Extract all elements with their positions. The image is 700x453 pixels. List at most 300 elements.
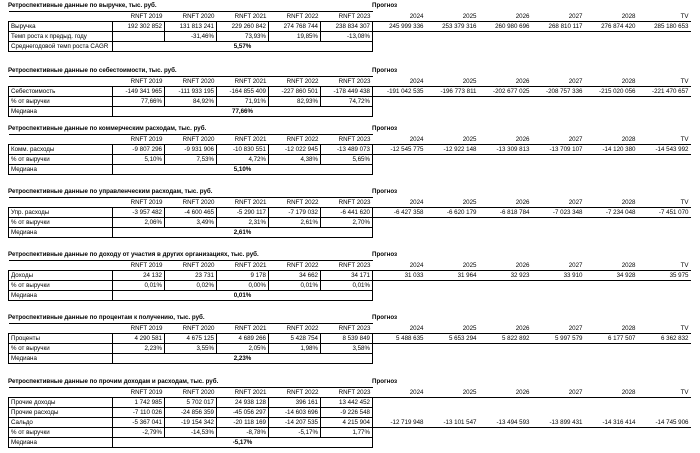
header-spacer bbox=[9, 388, 113, 398]
section-title: Ретроспективные данные по прочим доходам и расходам, тыс. руб. bbox=[8, 378, 219, 385]
header-hist-year: RNFT 2022 bbox=[269, 324, 321, 334]
hist-value: 1,77% bbox=[321, 428, 373, 438]
forecast-value bbox=[373, 428, 426, 438]
forecast-value: 5 653 294 bbox=[426, 334, 479, 344]
forecast-value bbox=[373, 97, 426, 107]
hist-value: -24 856 359 bbox=[165, 408, 217, 418]
header-hist-year: RNFT 2019 bbox=[113, 261, 165, 271]
header-forecast-year: 2026 bbox=[479, 135, 532, 145]
header-forecast-year: 2024 bbox=[373, 388, 426, 398]
hist-value: -45 056 297 bbox=[217, 408, 269, 418]
forecast-value: 32 923 bbox=[479, 271, 532, 281]
header-spacer bbox=[9, 261, 113, 271]
row-label: % от выручки bbox=[9, 344, 113, 354]
summary-value: 2,61% bbox=[113, 228, 373, 238]
hist-value: -14 207 535 bbox=[269, 418, 321, 428]
data-table bbox=[8, 134, 691, 175]
forecast-value bbox=[532, 398, 585, 408]
header-hist-year: RNFT 2020 bbox=[165, 324, 217, 334]
header-hist-year: RNFT 2022 bbox=[269, 135, 321, 145]
summary-value: 0,01% bbox=[113, 291, 373, 301]
forecast-value: -14 543 992 bbox=[638, 145, 691, 155]
hist-value: -111 933 195 bbox=[165, 87, 217, 97]
forecast-value: -13 101 547 bbox=[426, 418, 479, 428]
header-spacer bbox=[9, 135, 113, 145]
summary-label: Медиана bbox=[9, 107, 113, 117]
forecast-value bbox=[532, 408, 585, 418]
forecast-value: 5 822 892 bbox=[479, 334, 532, 344]
forecast-value bbox=[479, 97, 532, 107]
header-hist-year: RNFT 2023 bbox=[321, 77, 373, 87]
forecast-value bbox=[479, 344, 532, 354]
hist-value: -6 441 620 bbox=[321, 208, 373, 218]
header-forecast-year: TV bbox=[638, 324, 691, 334]
forecast-value: -13 309 813 bbox=[479, 145, 532, 155]
hist-value: 4 675 125 bbox=[165, 334, 217, 344]
header-hist-year: RNFT 2022 bbox=[269, 261, 321, 271]
header-forecast-year: 2024 bbox=[373, 198, 426, 208]
header-forecast-year: 2025 bbox=[426, 261, 479, 271]
header-forecast-year: 2024 bbox=[373, 324, 426, 334]
forecast-value bbox=[373, 32, 426, 42]
forecast-value bbox=[638, 408, 691, 418]
row-label: % от выручки bbox=[9, 428, 113, 438]
hist-value: 77,66% bbox=[113, 97, 165, 107]
hist-value: 5,65% bbox=[321, 155, 373, 165]
table-row bbox=[9, 22, 691, 32]
header-forecast-year: TV bbox=[638, 77, 691, 87]
header-hist-year: RNFT 2020 bbox=[165, 198, 217, 208]
hist-value: 2,31% bbox=[217, 218, 269, 228]
forecast-value bbox=[479, 428, 532, 438]
forecast-value bbox=[532, 32, 585, 42]
table-row bbox=[9, 398, 691, 408]
row-label: Проценты bbox=[9, 334, 113, 344]
table-row bbox=[9, 208, 691, 218]
forecast-label: Прогноз bbox=[372, 251, 398, 258]
hist-value: -9 226 548 bbox=[321, 408, 373, 418]
header-forecast-year: 2026 bbox=[479, 261, 532, 271]
row-label: Себестоимость bbox=[9, 87, 113, 97]
hist-value: 0,01% bbox=[321, 281, 373, 291]
forecast-value: -208 757 336 bbox=[532, 87, 585, 97]
hist-value: -9 931 906 bbox=[165, 145, 217, 155]
header-forecast-year: 2028 bbox=[585, 388, 638, 398]
header-hist-year: RNFT 2019 bbox=[113, 77, 165, 87]
hist-value: -19 154 342 bbox=[165, 418, 217, 428]
hist-value: 2,23% bbox=[113, 344, 165, 354]
header-spacer bbox=[9, 12, 113, 22]
forecast-value: 253 379 316 bbox=[426, 22, 479, 32]
forecast-value: 5 997 579 bbox=[532, 334, 585, 344]
header-hist-year: RNFT 2019 bbox=[113, 135, 165, 145]
table-row bbox=[9, 87, 691, 97]
hist-value: 229 260 842 bbox=[217, 22, 269, 32]
hist-value: 131 813 241 bbox=[165, 22, 217, 32]
header-hist-year: RNFT 2021 bbox=[217, 12, 269, 22]
forecast-value bbox=[426, 281, 479, 291]
header-row bbox=[9, 77, 691, 87]
forecast-value bbox=[638, 398, 691, 408]
header-forecast-year: TV bbox=[638, 12, 691, 22]
forecast-value: 31 964 bbox=[426, 271, 479, 281]
hist-value: 82,93% bbox=[269, 97, 321, 107]
summary-label: Медиана bbox=[9, 165, 113, 175]
hist-value: 24 132 bbox=[113, 271, 165, 281]
hist-value: 34 662 bbox=[269, 271, 321, 281]
forecast-value bbox=[585, 218, 638, 228]
forecast-value bbox=[638, 32, 691, 42]
hist-value: 19,85% bbox=[269, 32, 321, 42]
forecast-value: -7 023 348 bbox=[532, 208, 585, 218]
header-forecast-year: TV bbox=[638, 261, 691, 271]
forecast-value bbox=[532, 428, 585, 438]
hist-value: -5 367 041 bbox=[113, 418, 165, 428]
table-row bbox=[9, 271, 691, 281]
hist-value: 5 702 017 bbox=[165, 398, 217, 408]
forecast-value: 6 362 832 bbox=[638, 334, 691, 344]
row-label: % от выручки bbox=[9, 97, 113, 107]
row-label: Прочие расходы bbox=[9, 408, 113, 418]
forecast-value bbox=[373, 408, 426, 418]
hist-value: -8,78% bbox=[217, 428, 269, 438]
forecast-value: 33 910 bbox=[532, 271, 585, 281]
forecast-value bbox=[373, 344, 426, 354]
forecast-value bbox=[426, 97, 479, 107]
header-forecast-year: 2028 bbox=[585, 198, 638, 208]
section-title: Ретроспективные данные по процентам к получению, тыс. руб. bbox=[8, 314, 205, 321]
header-forecast-year: 2027 bbox=[532, 135, 585, 145]
header-forecast-year: 2025 bbox=[426, 198, 479, 208]
summary-value: -5,17% bbox=[113, 438, 373, 448]
forecast-value bbox=[585, 398, 638, 408]
header-forecast-year: TV bbox=[638, 198, 691, 208]
forecast-value bbox=[479, 155, 532, 165]
summary-label: Медиана bbox=[9, 438, 113, 448]
forecast-value bbox=[479, 218, 532, 228]
header-forecast-year: 2025 bbox=[426, 135, 479, 145]
row-label: % от выручки bbox=[9, 281, 113, 291]
summary-label: Медиана bbox=[9, 354, 113, 364]
hist-value: 4 215 904 bbox=[321, 418, 373, 428]
hist-value: 3,55% bbox=[165, 344, 217, 354]
hist-value: -13 489 073 bbox=[321, 145, 373, 155]
summary-value: 5,57% bbox=[113, 42, 373, 52]
forecast-value bbox=[426, 155, 479, 165]
forecast-value: -6 818 784 bbox=[479, 208, 532, 218]
hist-value: 23 731 bbox=[165, 271, 217, 281]
row-label: % от выручки bbox=[9, 218, 113, 228]
forecast-value: 34 928 bbox=[585, 271, 638, 281]
data-table bbox=[8, 260, 691, 301]
forecast-value: -215 020 056 bbox=[585, 87, 638, 97]
row-label: Комм. расходы bbox=[9, 145, 113, 155]
summary-label: Медиана bbox=[9, 228, 113, 238]
header-hist-year: RNFT 2023 bbox=[321, 261, 373, 271]
hist-value: -13,08% bbox=[321, 32, 373, 42]
header-spacer bbox=[9, 198, 113, 208]
forecast-value bbox=[638, 97, 691, 107]
forecast-value bbox=[638, 281, 691, 291]
forecast-value bbox=[479, 408, 532, 418]
hist-value: -12 022 945 bbox=[269, 145, 321, 155]
header-hist-year: RNFT 2023 bbox=[321, 198, 373, 208]
section-title: Ретроспективные данные по выручке, тыс. руб. bbox=[8, 2, 157, 9]
forecast-value: 276 874 420 bbox=[585, 22, 638, 32]
median-row bbox=[9, 354, 691, 364]
header-hist-year: RNFT 2020 bbox=[165, 77, 217, 87]
hist-value: -20 118 169 bbox=[217, 418, 269, 428]
row-label: Выручка bbox=[9, 22, 113, 32]
header-forecast-year: 2028 bbox=[585, 77, 638, 87]
forecast-value: 35 975 bbox=[638, 271, 691, 281]
header-hist-year: RNFT 2022 bbox=[269, 12, 321, 22]
forecast-value: -196 773 811 bbox=[426, 87, 479, 97]
header-forecast-year: 2024 bbox=[373, 77, 426, 87]
header-forecast-year: 2025 bbox=[426, 12, 479, 22]
forecast-value: -12 545 775 bbox=[373, 145, 426, 155]
forecast-value: -202 677 025 bbox=[479, 87, 532, 97]
data-table bbox=[8, 387, 691, 448]
hist-value: 84,92% bbox=[165, 97, 217, 107]
table-row bbox=[9, 155, 691, 165]
forecast-value bbox=[585, 281, 638, 291]
forecast-value bbox=[426, 32, 479, 42]
forecast-value bbox=[585, 32, 638, 42]
hist-value: 1 742 985 bbox=[113, 398, 165, 408]
header-forecast-year: 2027 bbox=[532, 324, 585, 334]
forecast-value bbox=[479, 32, 532, 42]
forecast-value: 31 033 bbox=[373, 271, 426, 281]
header-spacer bbox=[9, 77, 113, 87]
summary-value: 5,10% bbox=[113, 165, 373, 175]
forecast-value bbox=[532, 281, 585, 291]
header-forecast-year: 2028 bbox=[585, 261, 638, 271]
header-hist-year: RNFT 2022 bbox=[269, 388, 321, 398]
header-hist-year: RNFT 2020 bbox=[165, 12, 217, 22]
header-hist-year: RNFT 2023 bbox=[321, 388, 373, 398]
forecast-value bbox=[585, 97, 638, 107]
hist-value: 34 171 bbox=[321, 271, 373, 281]
forecast-value bbox=[426, 428, 479, 438]
header-forecast-year: 2026 bbox=[479, 12, 532, 22]
table-row bbox=[9, 334, 691, 344]
hist-value: 1,98% bbox=[269, 344, 321, 354]
hist-value: 2,06% bbox=[113, 218, 165, 228]
data-table bbox=[8, 76, 691, 117]
header-forecast-year: 2024 bbox=[373, 12, 426, 22]
median-row bbox=[9, 107, 691, 117]
table-row bbox=[9, 418, 691, 428]
forecast-label: Прогноз bbox=[372, 67, 398, 74]
data-table bbox=[8, 11, 691, 52]
hist-value: 3,49% bbox=[165, 218, 217, 228]
forecast-value bbox=[426, 398, 479, 408]
summary-label: Среднегодовой темп роста CAGR bbox=[9, 42, 113, 52]
header-hist-year: RNFT 2019 bbox=[113, 324, 165, 334]
forecast-value: -191 042 535 bbox=[373, 87, 426, 97]
forecast-value bbox=[585, 408, 638, 418]
row-label: Темп роста к предыд. году bbox=[9, 32, 113, 42]
hist-value: -5,17% bbox=[269, 428, 321, 438]
hist-value: 0,01% bbox=[113, 281, 165, 291]
header-row bbox=[9, 198, 691, 208]
median-row bbox=[9, 165, 691, 175]
forecast-value bbox=[479, 398, 532, 408]
table-row bbox=[9, 281, 691, 291]
hist-value: 8 539 849 bbox=[321, 334, 373, 344]
forecast-value bbox=[585, 155, 638, 165]
header-forecast-year: 2024 bbox=[373, 135, 426, 145]
hist-value: -164 855 409 bbox=[217, 87, 269, 97]
header-hist-year: RNFT 2021 bbox=[217, 388, 269, 398]
header-hist-year: RNFT 2020 bbox=[165, 261, 217, 271]
hist-value: 73,93% bbox=[217, 32, 269, 42]
header-forecast-year: 2026 bbox=[479, 198, 532, 208]
hist-value: 0,00% bbox=[217, 281, 269, 291]
forecast-value bbox=[373, 281, 426, 291]
header-hist-year: RNFT 2021 bbox=[217, 324, 269, 334]
hist-value: -14 603 696 bbox=[269, 408, 321, 418]
median-row bbox=[9, 291, 691, 301]
forecast-value: -13 899 431 bbox=[532, 418, 585, 428]
hist-value: 24 938 128 bbox=[217, 398, 269, 408]
header-forecast-year: 2025 bbox=[426, 77, 479, 87]
forecast-value bbox=[532, 155, 585, 165]
hist-value: -4 600 465 bbox=[165, 208, 217, 218]
header-hist-year: RNFT 2020 bbox=[165, 388, 217, 398]
median-row bbox=[9, 228, 691, 238]
hist-value: 238 834 307 bbox=[321, 22, 373, 32]
table-row bbox=[9, 344, 691, 354]
header-hist-year: RNFT 2022 bbox=[269, 77, 321, 87]
summary-value: 2,23% bbox=[113, 354, 373, 364]
forecast-value bbox=[638, 344, 691, 354]
header-hist-year: RNFT 2019 bbox=[113, 198, 165, 208]
forecast-value: -6 427 358 bbox=[373, 208, 426, 218]
row-label: Сальдо bbox=[9, 418, 113, 428]
forecast-value bbox=[585, 428, 638, 438]
hist-value: 0,01% bbox=[269, 281, 321, 291]
hist-value: -14,53% bbox=[165, 428, 217, 438]
summary-value: 77,66% bbox=[113, 107, 373, 117]
hist-value: -178 449 438 bbox=[321, 87, 373, 97]
forecast-value bbox=[532, 218, 585, 228]
forecast-value: -14 745 906 bbox=[638, 418, 691, 428]
header-row bbox=[9, 324, 691, 334]
hist-value: 13 442 452 bbox=[321, 398, 373, 408]
header-hist-year: RNFT 2021 bbox=[217, 135, 269, 145]
forecast-value bbox=[532, 344, 585, 354]
header-forecast-year: 2026 bbox=[479, 388, 532, 398]
summary-label: Медиана bbox=[9, 291, 113, 301]
forecast-value: -221 470 657 bbox=[638, 87, 691, 97]
data-table bbox=[8, 323, 691, 364]
forecast-value bbox=[638, 428, 691, 438]
forecast-label: Прогноз bbox=[372, 125, 398, 132]
hist-value: 9 178 bbox=[217, 271, 269, 281]
header-hist-year: RNFT 2021 bbox=[217, 198, 269, 208]
hist-value: 5,10% bbox=[113, 155, 165, 165]
forecast-value: 260 980 696 bbox=[479, 22, 532, 32]
hist-value: -3 957 482 bbox=[113, 208, 165, 218]
hist-value: 74,72% bbox=[321, 97, 373, 107]
hist-value: -149 341 965 bbox=[113, 87, 165, 97]
header-forecast-year: 2028 bbox=[585, 12, 638, 22]
hist-value: 3,58% bbox=[321, 344, 373, 354]
forecast-value bbox=[638, 155, 691, 165]
header-row bbox=[9, 12, 691, 22]
forecast-value: 6 177 507 bbox=[585, 334, 638, 344]
header-forecast-year: 2026 bbox=[479, 77, 532, 87]
forecast-label: Прогноз bbox=[372, 314, 398, 321]
header-forecast-year: 2027 bbox=[532, 12, 585, 22]
header-forecast-year: 2027 bbox=[532, 198, 585, 208]
header-forecast-year: 2025 bbox=[426, 324, 479, 334]
hist-value: 4,72% bbox=[217, 155, 269, 165]
forecast-value: -12 922 148 bbox=[426, 145, 479, 155]
header-row bbox=[9, 388, 691, 398]
hist-value: -9 807 296 bbox=[113, 145, 165, 155]
median-row bbox=[9, 438, 691, 448]
header-hist-year: RNFT 2023 bbox=[321, 12, 373, 22]
header-forecast-year: 2028 bbox=[585, 324, 638, 334]
header-forecast-year: 2027 bbox=[532, 77, 585, 87]
hist-value: 396 161 bbox=[269, 398, 321, 408]
forecast-value bbox=[638, 218, 691, 228]
forecast-value bbox=[585, 344, 638, 354]
hist-value: -7 179 032 bbox=[269, 208, 321, 218]
forecast-value: -6 620 179 bbox=[426, 208, 479, 218]
forecast-value: -12 719 948 bbox=[373, 418, 426, 428]
hist-value: 5 428 754 bbox=[269, 334, 321, 344]
forecast-value: -14 120 380 bbox=[585, 145, 638, 155]
forecast-value: -14 316 414 bbox=[585, 418, 638, 428]
forecast-value: -7 451 070 bbox=[638, 208, 691, 218]
forecast-value: -13 709 107 bbox=[532, 145, 585, 155]
forecast-label: Прогноз bbox=[372, 378, 398, 385]
hist-value: 7,53% bbox=[165, 155, 217, 165]
hist-value: 274 768 744 bbox=[269, 22, 321, 32]
header-forecast-year: 2027 bbox=[532, 261, 585, 271]
header-forecast-year: 2026 bbox=[479, 324, 532, 334]
forecast-value bbox=[373, 218, 426, 228]
hist-value: -10 830 551 bbox=[217, 145, 269, 155]
data-table bbox=[8, 197, 691, 238]
hist-value: -2,79% bbox=[113, 428, 165, 438]
table-row bbox=[9, 218, 691, 228]
row-label: Доходы bbox=[9, 271, 113, 281]
header-hist-year: RNFT 2020 bbox=[165, 135, 217, 145]
table-row bbox=[9, 97, 691, 107]
forecast-value bbox=[373, 155, 426, 165]
header-forecast-year: 2028 bbox=[585, 135, 638, 145]
hist-value: -227 860 501 bbox=[269, 87, 321, 97]
forecast-value bbox=[426, 408, 479, 418]
table-row bbox=[9, 32, 691, 42]
header-spacer bbox=[9, 324, 113, 334]
forecast-value: 5 488 635 bbox=[373, 334, 426, 344]
header-forecast-year: TV bbox=[638, 135, 691, 145]
forecast-value bbox=[426, 218, 479, 228]
header-hist-year: RNFT 2023 bbox=[321, 135, 373, 145]
section-title: Ретроспективные данные по доходу от участия в других организациях, тыс. руб. bbox=[8, 251, 259, 258]
cagr-row bbox=[9, 42, 691, 52]
hist-value: -31,46% bbox=[165, 32, 217, 42]
header-forecast-year: 2027 bbox=[532, 388, 585, 398]
hist-value: 2,70% bbox=[321, 218, 373, 228]
header-forecast-year: 2024 bbox=[373, 261, 426, 271]
